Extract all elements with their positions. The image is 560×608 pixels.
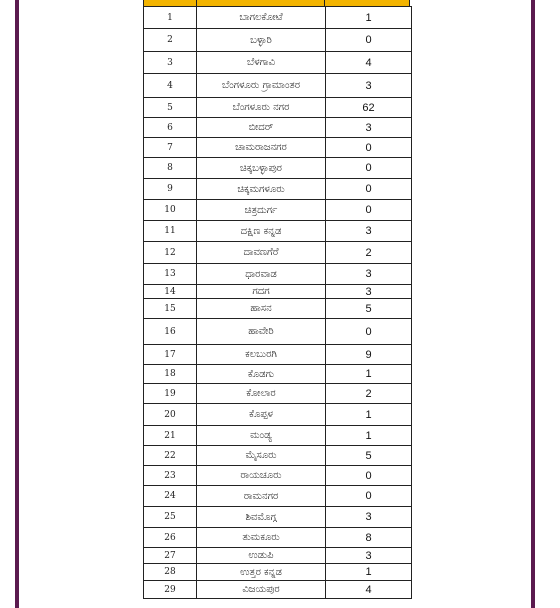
serial-number-cell: 25 <box>144 507 197 528</box>
table-row <box>144 548 412 564</box>
district-name-cell: ಮೈಸೂರು <box>197 446 326 466</box>
district-name-cell: ಉತ್ತರ ಕನ್ನಡ <box>197 564 326 581</box>
serial-number-cell: 4 <box>144 74 197 98</box>
table-row <box>144 98 412 118</box>
table-row <box>144 158 412 179</box>
count-cell: 0 <box>326 466 412 486</box>
count-cell: 0 <box>326 138 412 158</box>
table-row <box>144 528 412 548</box>
serial-number-cell: 1 <box>144 7 197 29</box>
count-cell: 5 <box>326 299 412 319</box>
count-cell: 1 <box>326 7 412 29</box>
count-cell: 0 <box>326 179 412 200</box>
table-row <box>144 345 412 365</box>
count-cell: 1 <box>326 426 412 446</box>
district-name-cell: ಕೊಪ್ಪಳ <box>197 404 326 426</box>
district-name-cell: ದಕ್ಷಿಣ ಕನ್ನಡ <box>197 221 326 242</box>
table-row <box>144 118 412 138</box>
table-row <box>144 285 412 299</box>
district-name-cell: ಬೀದರ್ <box>197 118 326 138</box>
district-name-cell: ಚಾಮರಾಜನಗರ <box>197 138 326 158</box>
district-table <box>143 0 410 599</box>
count-cell: 1 <box>326 564 412 581</box>
serial-number-cell: 16 <box>144 319 197 345</box>
district-name-cell: ರಾಯಚೂರು <box>197 466 326 486</box>
table-row <box>144 446 412 466</box>
count-cell: 3 <box>326 118 412 138</box>
serial-number-cell: 7 <box>144 138 197 158</box>
district-name-cell: ಶಿವಮೊಗ್ಗ <box>197 507 326 528</box>
serial-number-cell: 14 <box>144 285 197 299</box>
count-cell: 0 <box>326 319 412 345</box>
count-cell: 3 <box>326 507 412 528</box>
serial-number-cell: 17 <box>144 345 197 365</box>
table-row <box>144 466 412 486</box>
district-name-cell: ಗದಗ <box>197 285 326 299</box>
count-cell: 9 <box>326 345 412 365</box>
count-cell: 0 <box>326 200 412 221</box>
data-table <box>143 6 412 599</box>
district-name-cell: ರಾಮನಗರ <box>197 486 326 507</box>
district-name-cell: ಬೆಂಗಳೂರು ನಗರ <box>197 98 326 118</box>
table-row <box>144 138 412 158</box>
serial-number-cell: 11 <box>144 221 197 242</box>
table-row <box>144 319 412 345</box>
district-name-cell: ಹಾವೇರಿ <box>197 319 326 345</box>
serial-number-cell: 20 <box>144 404 197 426</box>
serial-number-cell: 22 <box>144 446 197 466</box>
table-row <box>144 74 412 98</box>
serial-number-cell: 15 <box>144 299 197 319</box>
table-row <box>144 7 412 29</box>
serial-number-cell: 29 <box>144 581 197 599</box>
header-cell-district <box>197 0 325 6</box>
district-name-cell: ಕಲಬುರಗಿ <box>197 345 326 365</box>
count-cell: 3 <box>326 264 412 285</box>
table-row <box>144 564 412 581</box>
district-name-cell: ದಾವಣಗೆರೆ <box>197 242 326 264</box>
count-cell: 3 <box>326 548 412 564</box>
serial-number-cell: 23 <box>144 466 197 486</box>
serial-number-cell: 19 <box>144 384 197 404</box>
count-cell: 4 <box>326 581 412 599</box>
table-row <box>144 581 412 599</box>
table-row <box>144 242 412 264</box>
count-cell: 3 <box>326 221 412 242</box>
table-row <box>144 179 412 200</box>
district-name-cell: ಚಿತ್ರದುರ್ಗ <box>197 200 326 221</box>
district-name-cell: ಕೋಲಾರ <box>197 384 326 404</box>
count-cell: 4 <box>326 52 412 74</box>
district-name-cell: ಧಾರವಾಡ <box>197 264 326 285</box>
table-row <box>144 365 412 384</box>
count-cell: 2 <box>326 384 412 404</box>
district-name-cell: ಚಿಕ್ಕಮಗಳೂರು <box>197 179 326 200</box>
serial-number-cell: 21 <box>144 426 197 446</box>
count-cell: 5 <box>326 446 412 466</box>
district-name-cell: ಚಿಕ್ಕಬಳ್ಳಾಪುರ <box>197 158 326 179</box>
serial-number-cell: 6 <box>144 118 197 138</box>
district-name-cell: ಕೊಡಗು <box>197 365 326 384</box>
table-row <box>144 52 412 74</box>
count-cell: 0 <box>326 486 412 507</box>
table-row <box>144 384 412 404</box>
serial-number-cell: 28 <box>144 564 197 581</box>
count-cell: 3 <box>326 74 412 98</box>
serial-number-cell: 10 <box>144 200 197 221</box>
header-cell-sn <box>144 0 197 6</box>
table-row <box>144 200 412 221</box>
serial-number-cell: 18 <box>144 365 197 384</box>
district-name-cell: ಬೆಳಗಾವಿ <box>197 52 326 74</box>
table-row <box>144 299 412 319</box>
district-name-cell: ಬಾಗಲಕೋಟೆ <box>197 7 326 29</box>
district-name-cell: ಬಳ್ಳಾರಿ <box>197 29 326 52</box>
count-cell: 62 <box>326 98 412 118</box>
district-name-cell: ಬೆಂಗಳೂರು ಗ್ರಾಮಾಂತರ <box>197 74 326 98</box>
table-header <box>143 0 410 6</box>
header-cell-count <box>325 0 409 6</box>
district-name-cell: ಮಂಡ್ಯ <box>197 426 326 446</box>
serial-number-cell: 26 <box>144 528 197 548</box>
count-cell: 2 <box>326 242 412 264</box>
table-row <box>144 426 412 446</box>
table-row <box>144 264 412 285</box>
district-name-cell: ಹಾಸನ <box>197 299 326 319</box>
count-cell: 0 <box>326 29 412 52</box>
table-row <box>144 29 412 52</box>
serial-number-cell: 12 <box>144 242 197 264</box>
table-row <box>144 486 412 507</box>
table-row <box>144 221 412 242</box>
table-row <box>144 507 412 528</box>
serial-number-cell: 24 <box>144 486 197 507</box>
count-cell: 8 <box>326 528 412 548</box>
count-cell: 3 <box>326 285 412 299</box>
district-name-cell: ವಿಜಯಪುರ <box>197 581 326 599</box>
serial-number-cell: 8 <box>144 158 197 179</box>
serial-number-cell: 2 <box>144 29 197 52</box>
count-cell: 1 <box>326 365 412 384</box>
count-cell: 0 <box>326 158 412 179</box>
serial-number-cell: 3 <box>144 52 197 74</box>
serial-number-cell: 9 <box>144 179 197 200</box>
district-name-cell: ಉಡುಪಿ <box>197 548 326 564</box>
table-row <box>144 404 412 426</box>
serial-number-cell: 5 <box>144 98 197 118</box>
serial-number-cell: 13 <box>144 264 197 285</box>
district-name-cell: ತುಮಕೂರು <box>197 528 326 548</box>
count-cell: 1 <box>326 404 412 426</box>
serial-number-cell: 27 <box>144 548 197 564</box>
